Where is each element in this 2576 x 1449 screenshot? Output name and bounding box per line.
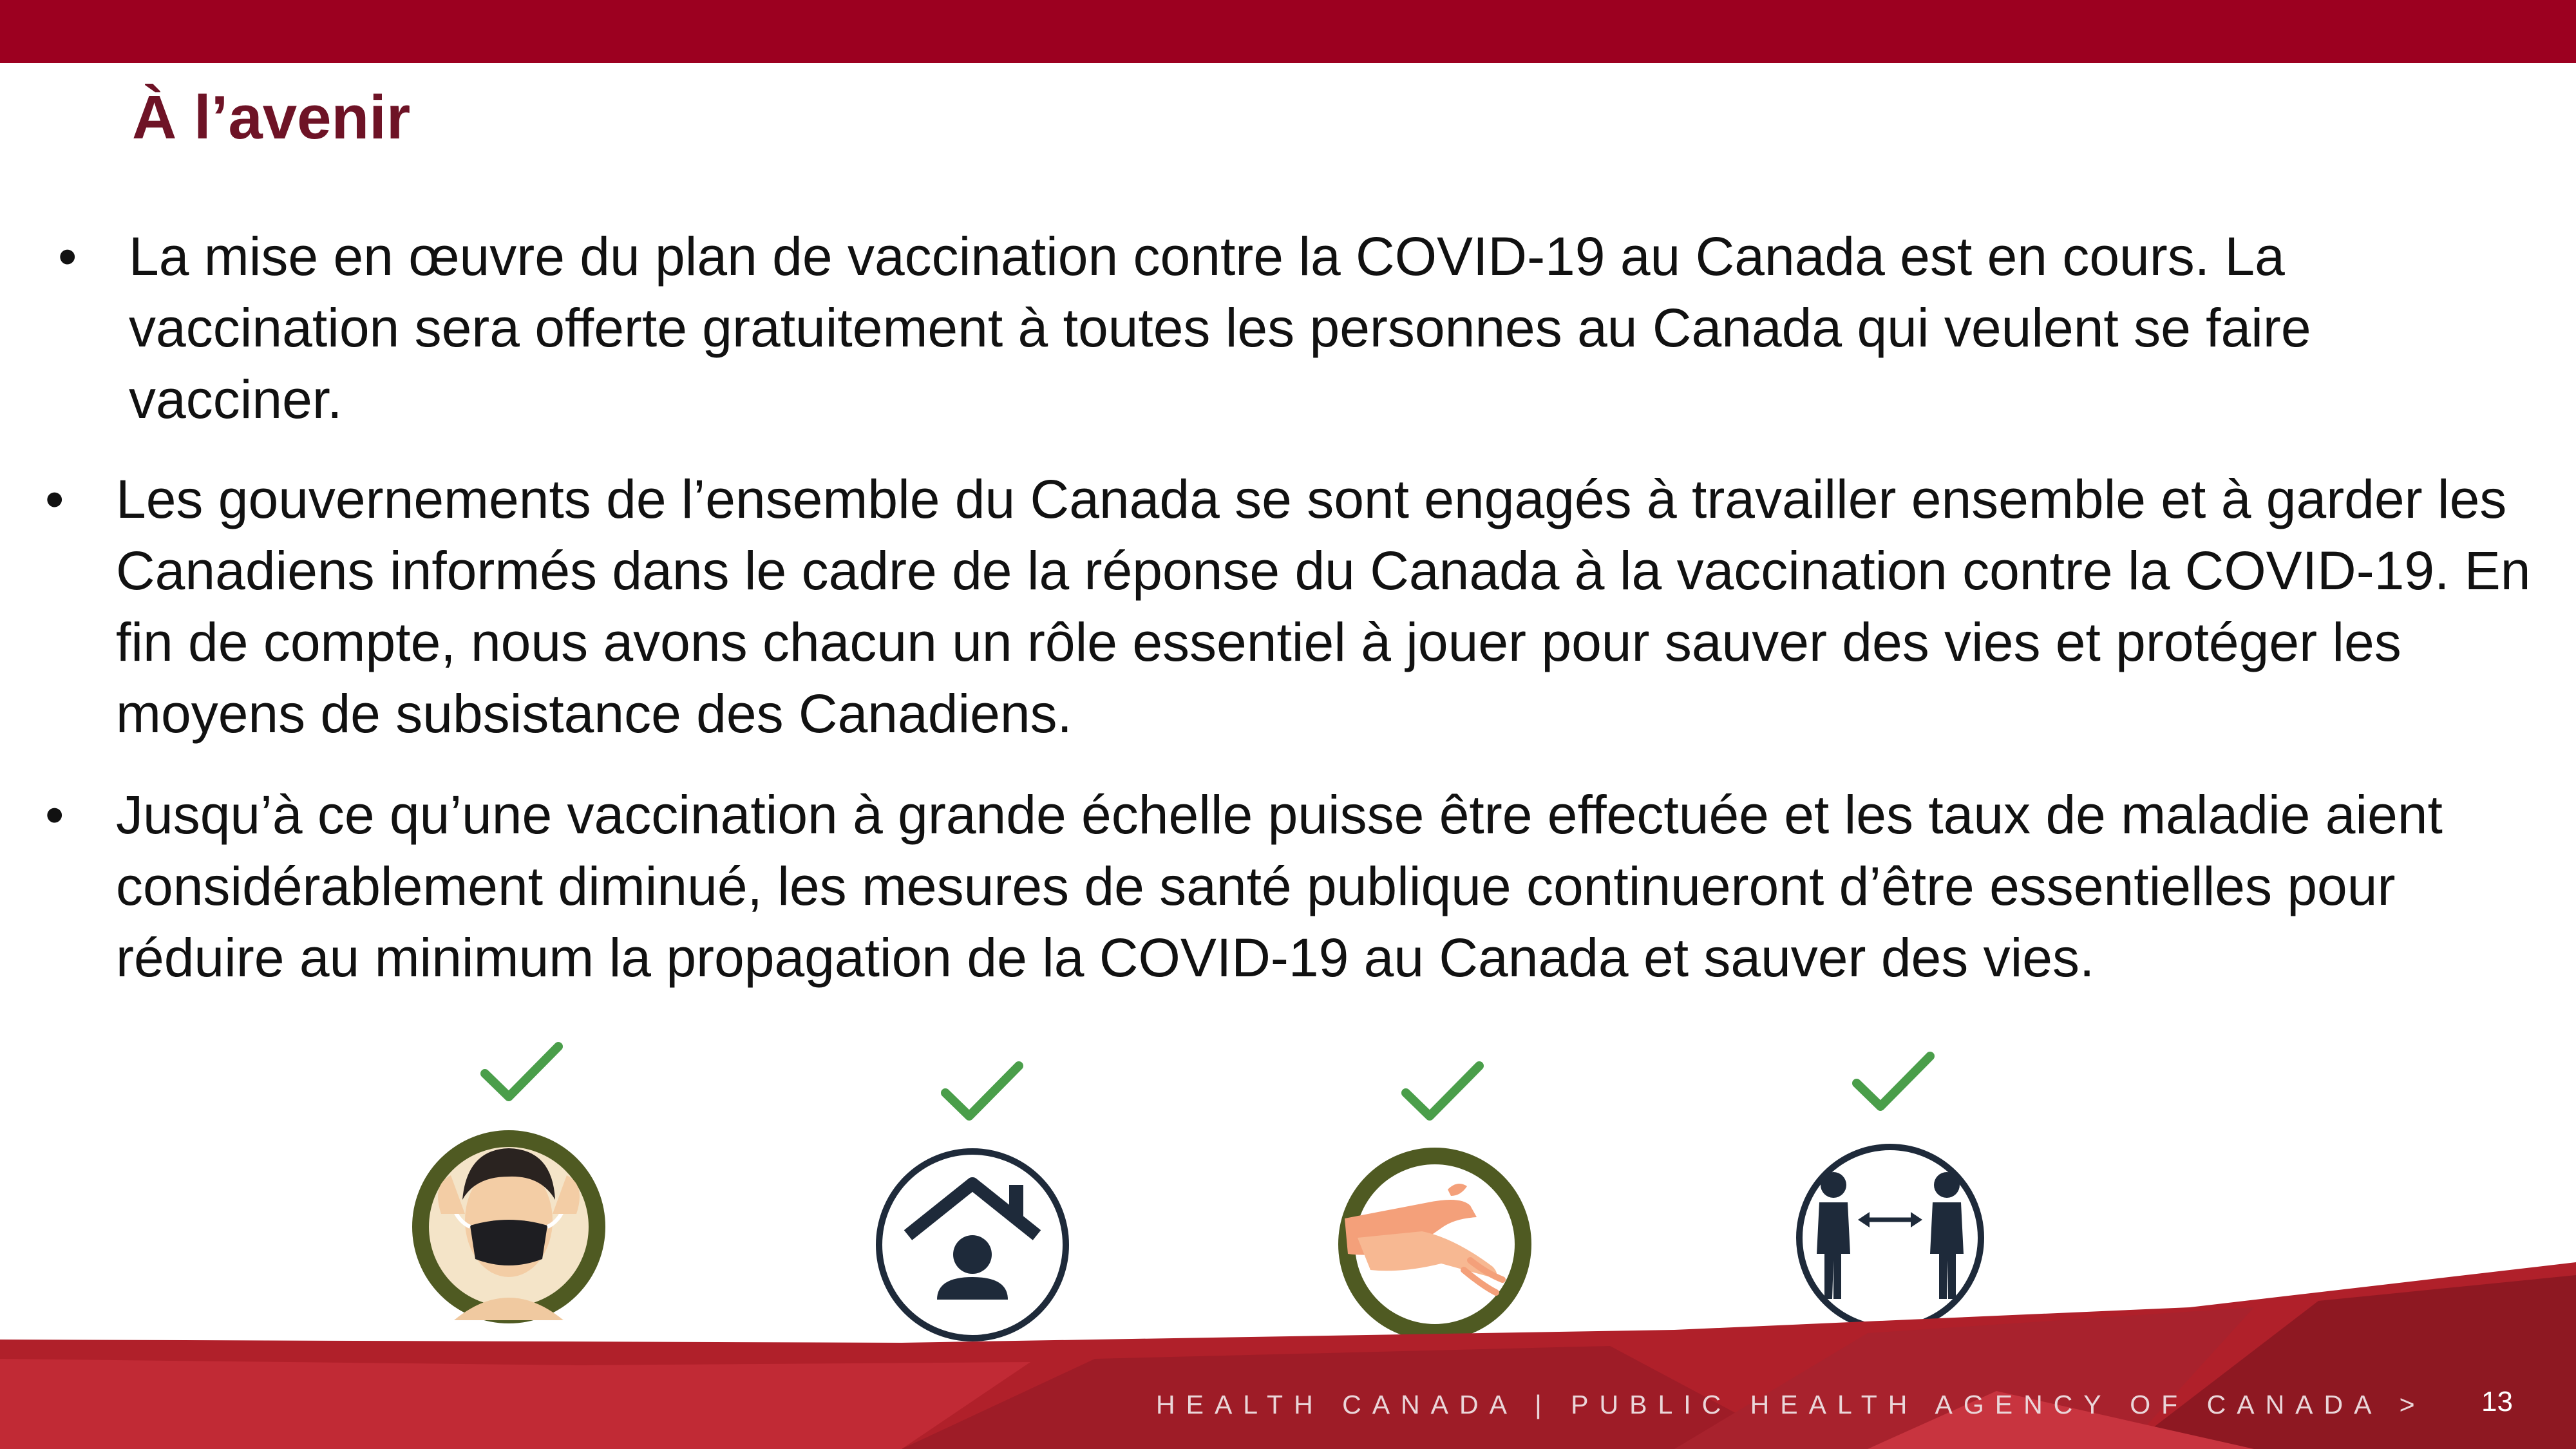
page-number: 13 (2481, 1386, 2513, 1417)
bullet-text: Les gouvernements de l’ensemble du Canada se sont engagés à travailler ensemble et à garder les Canadiens informés dans le cadre de la réponse du Canada à la vaccination contre la COVID-19. En fin de compte, nous avons chacun un rôle essentiel à jouer pour sauver des vies et protéger les moyens de subsistance des Canadiens. (116, 469, 2531, 744)
checkmark-icon (480, 1040, 564, 1104)
bullet-symbol: • (45, 469, 64, 529)
bullet-item (58, 221, 2537, 435)
bullet-item (45, 464, 2537, 750)
bullet-symbol: • (58, 226, 77, 287)
slide-title: À l’avenir (132, 83, 411, 152)
bullet-text: La mise en œuvre du plan de vaccination contre la COVID-19 au Canada est en cours. La vaccination sera offerte gratuitement à toutes les personnes au Canada qui veulent se faire vacciner. (129, 226, 2311, 430)
footer-agency-text: HEALTH CANADA | PUBLIC HEALTH AGENCY OF CANADA > (1156, 1390, 2426, 1419)
bullet-item (45, 779, 2537, 994)
top-header-bar (0, 0, 2576, 63)
checkmark-icon (1401, 1059, 1484, 1124)
footer-band (0, 1262, 2576, 1449)
bullet-text: Jusqu’à ce qu’une vaccination à grande échelle puisse être effectuée et les taux de maladie aient considérablement diminué, les mesures de santé publique continueront d’être essentielles pour réduire au minimum la propagation de la COVID-19 au Canada et sauver des vies. (116, 784, 2443, 988)
bullet-symbol: • (45, 784, 64, 845)
checkmark-icon (940, 1059, 1024, 1124)
checkmark-icon (1852, 1050, 1935, 1114)
